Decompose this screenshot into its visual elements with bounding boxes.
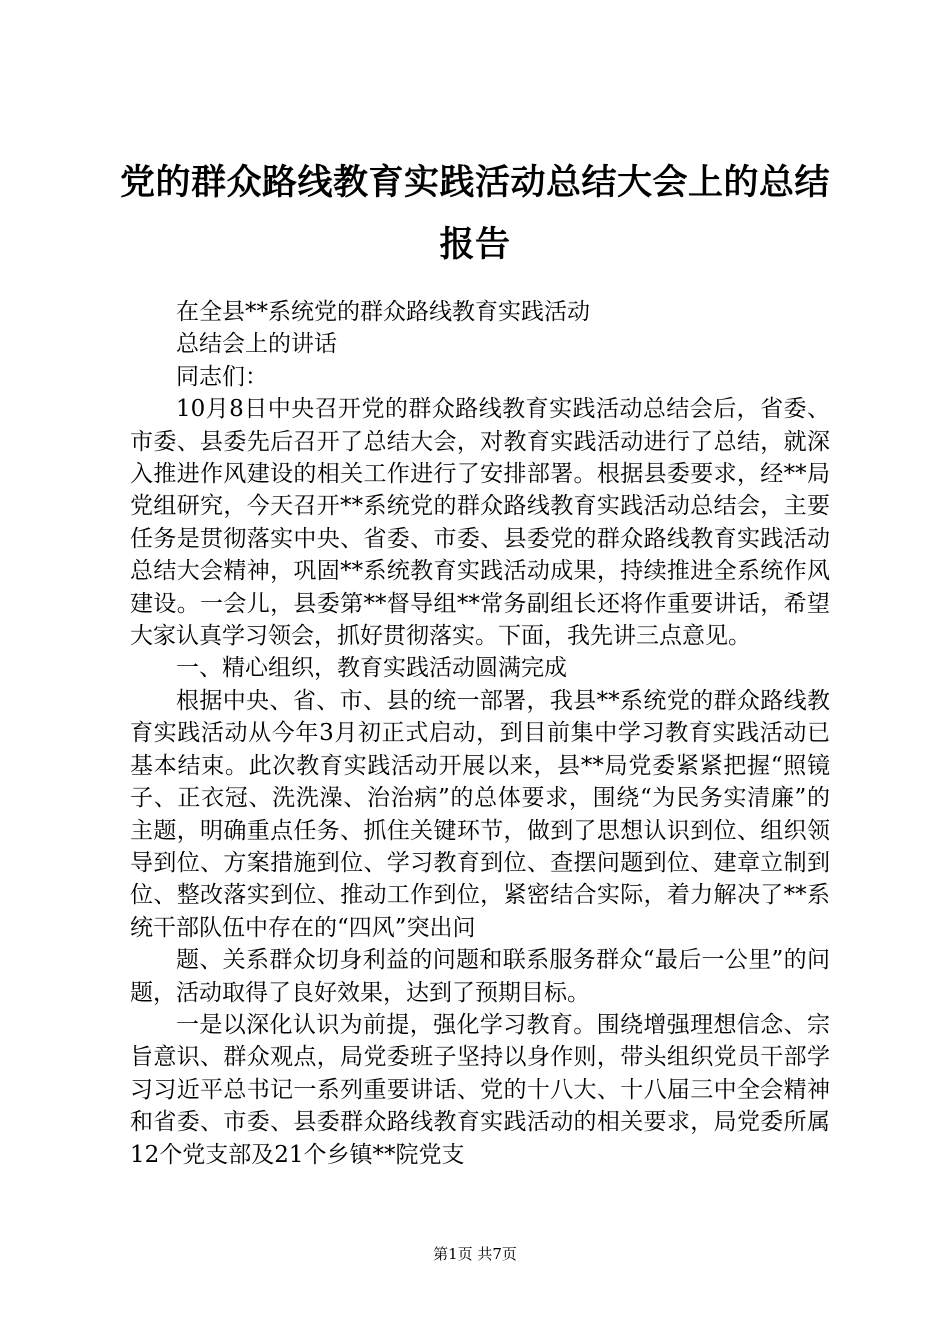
- document-body: [130, 296, 830, 1171]
- paragraph-section-1-continued: 题、关系群众切身利益的问题和联系服务群众“最后一公里”的问题，活动取得了良好效果，达到了预期目标。: [130, 947, 830, 1006]
- paragraph-heading-line-1: 在全县**系统党的群众路线教育实践活动: [176, 299, 590, 325]
- paragraph-heading-line-2: 总结会上的讲话: [176, 331, 337, 358]
- page-footer: 第1页 共7页: [433, 1245, 517, 1263]
- paragraph-section-1-heading: 一、精心组织，教育实践活动圆满完成: [176, 655, 567, 682]
- paragraph-intro: 10月8日中央召开党的群众路线教育实践活动总结会后，省委、市委、县委先后召开了总结大会，对教育实践活动进行了总结，就深入推进作风建设的相关工作进行了安排部署。根据县委要求，经**局党组研究，今天召开**系统党的群众路线教育实践活动总结会，主要任务是贯彻落实中央、省委、市委、县委党的群众路线教育实践活动总结大会精神，巩固**系统教育实践活动成果，持续推进全系统作风建设。一会儿，县委第**督导组**常务副组长还将作重要讲话，希望大家认真学习领会，抓好贯彻落实。下面，我先讲三点意见。: [130, 396, 830, 650]
- document-title: 党的群众路线教育实践活动总结大会上的总结报告: [119, 163, 830, 265]
- paragraph-point-1: 一是以深化认识为前提，强化学习教育。围绕增强理想信念、宗旨意识、群众观点，局党委班子坚持以身作则，带头组织党员干部学习习近平总书记一系列重要讲话、党的十八大、十八届三中全会精神和省委、市委、县委群众路线教育实践活动的相关要求，局党委所属12个党支部及21个乡镇**院党支: [130, 1011, 830, 1168]
- paragraph-section-1-body: 根据中央、省、市、县的统一部署，我县**系统党的群众路线教育实践活动从今年3月初正式启动，到目前集中学习教育实践活动已基本结束。此次教育实践活动开展以来，县**局党委紧紧把握“照镜子、正衣冠、洗洗澡、治治病”的总体要求，围绕“为民务实清廉”的主题，明确重点任务、抓住关键环节，做到了思想认识到位、组织领导到位、方案措施到位、学习教育到位、查摆问题到位、建章立制到位、整改落实到位、推动工作到位，紧密结合实际，着力解决了**系统干部队伍中存在的“四风”突出问: [130, 687, 830, 941]
- paragraph-salutation: 同志们：: [176, 363, 268, 390]
